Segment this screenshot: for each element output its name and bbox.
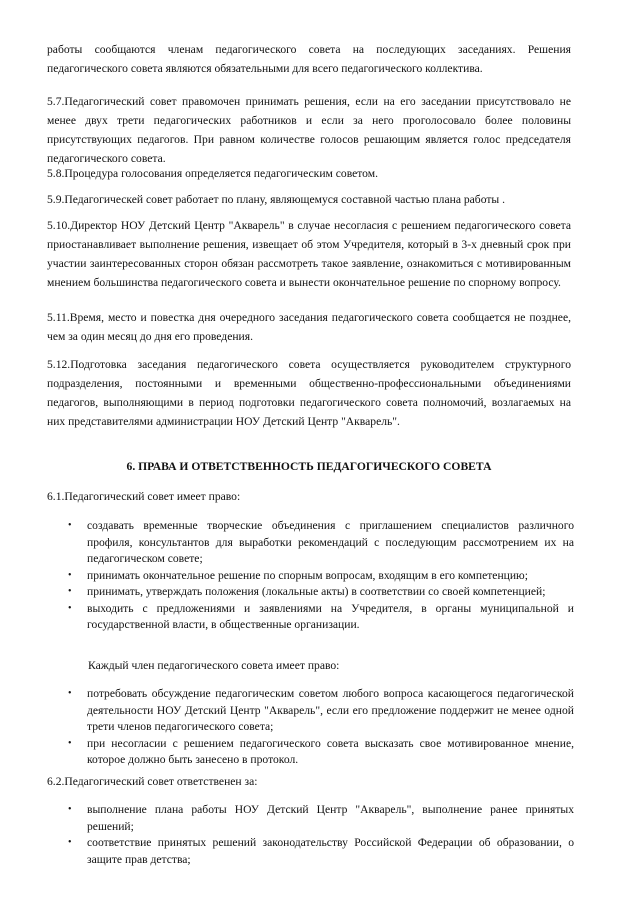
paragraph-5-9: 5.9.Педагогическей совет работает по плану, являющемуся составной частью плана работы . <box>47 193 505 206</box>
paragraph-6-2: 6.2.Педагогический совет ответственен за: <box>47 775 258 788</box>
list-item-text: выходить с предложениями и заявлениями на Учредителя, в органы муниципальной и государственной власти, в общественные организации. <box>87 601 574 631</box>
list-item-text: при несогласии с решением педагогического совета высказать свое мотивированное мнение, которое должно быть занесено в протокол. <box>87 736 574 766</box>
bullet-icon: • <box>68 569 72 581</box>
paragraph-5-12: 5.12.Подготовка заседания педагогического совета осуществляется руководителем структурного подразделения, постоянными и временными общественно-профессиональными объединениями педагогов, выполняющими в период подготовки педагогического совета полномочий, возлагаемых на них представителями администрации НОУ Детский Центр "Акварель". <box>47 358 571 428</box>
paragraph-5-8: 5.8.Процедура голосования определяется педагогическим советом. <box>47 167 378 180</box>
list-item <box>68 835 574 868</box>
bullet-icon: • <box>68 520 72 531</box>
bullet-icon: • <box>68 602 72 614</box>
list-item <box>68 568 574 585</box>
paragraph-6-1: 6.1.Педагогический совет имеет право: <box>47 490 241 503</box>
bullet-icon: • <box>68 837 72 848</box>
paragraph-5-11: 5.11.Время, место и повестка дня очередного заседания педагогического совета сообщается не позднее, чем за один месяц до дня его проведения. <box>47 311 571 343</box>
member-rights-intro: Каждый член педагогического совета имеет право: <box>88 659 340 672</box>
responsibility-list <box>68 802 574 868</box>
bullet-icon: • <box>68 737 72 749</box>
list-item-text: принимать окончательное решение по спорным вопросам, входящим в его компетенцию; <box>87 568 528 582</box>
section-6-heading: 6. ПРАВА И ОТВЕТСТВЕННОСТЬ ПЕДАГОГИЧЕСКОГО СОВЕТА <box>126 460 492 473</box>
rights-list <box>68 518 574 634</box>
list-item-text: соответствие принятых решений законодательству Российской Федерации об образовании, о защите прав детства; <box>87 836 574 866</box>
list-item-text: выполнение плана работы НОУ Детский Центр "Акварель", выполнение ранее принятых решений; <box>87 803 574 833</box>
paragraph-5-7: 5.7.Педагогический совет правомочен принимать решения, если на его заседании присутствовало не менее двух трети педагогических работников и если за него проголосовало более половины присутствующих педагогов. При равном количестве голосов решающим является голос председателя педагогического совета. <box>47 95 571 165</box>
bullet-icon: • <box>68 586 72 597</box>
list-item <box>68 518 574 568</box>
list-item-text: потребовать обсуждение педагогическим советом любого вопроса касающегося педагогической деятельности НОУ Детский Центр "Акварель", если его предложение поддержит не менее одной трети членов педагогического совета; <box>87 687 574 733</box>
paragraph-5-10: 5.10.Директор НОУ Детский Центр "Акварель" в случае несогласия с решением педагогического совета приостанавливает выполнение решения, извещает об этом Учредителя, который в 3-х дневный срок при участии заинтересованных сторон обязан рассмотреть такое заявление, ознакомиться с мотивированным мнением большинства педагогического совета и вынести окончательное решение по спорному вопросу. <box>47 219 571 289</box>
list-item-text: создавать временные творческие объединения с приглашением специалистов различного профиля, консультантов для выработки рекомендаций с последующим рассмотрением их на педагогическом совете; <box>87 519 574 565</box>
bullet-icon: • <box>68 688 72 699</box>
list-item <box>68 802 574 835</box>
bullet-icon: • <box>68 804 72 815</box>
member-rights-list <box>68 686 574 769</box>
list-item-text: принимать, утверждать положения (локальные акты) в соответствии со своей компетенцией; <box>87 585 546 598</box>
list-item <box>68 686 574 736</box>
list-item <box>68 601 574 634</box>
list-item <box>68 736 574 769</box>
paragraph-intro: работы сообщаются членам педагогического совета на последующих заседаниях. Решения педагогического совета являются обязательными для всего педагогического коллектива. <box>47 43 571 75</box>
list-item <box>68 584 574 601</box>
